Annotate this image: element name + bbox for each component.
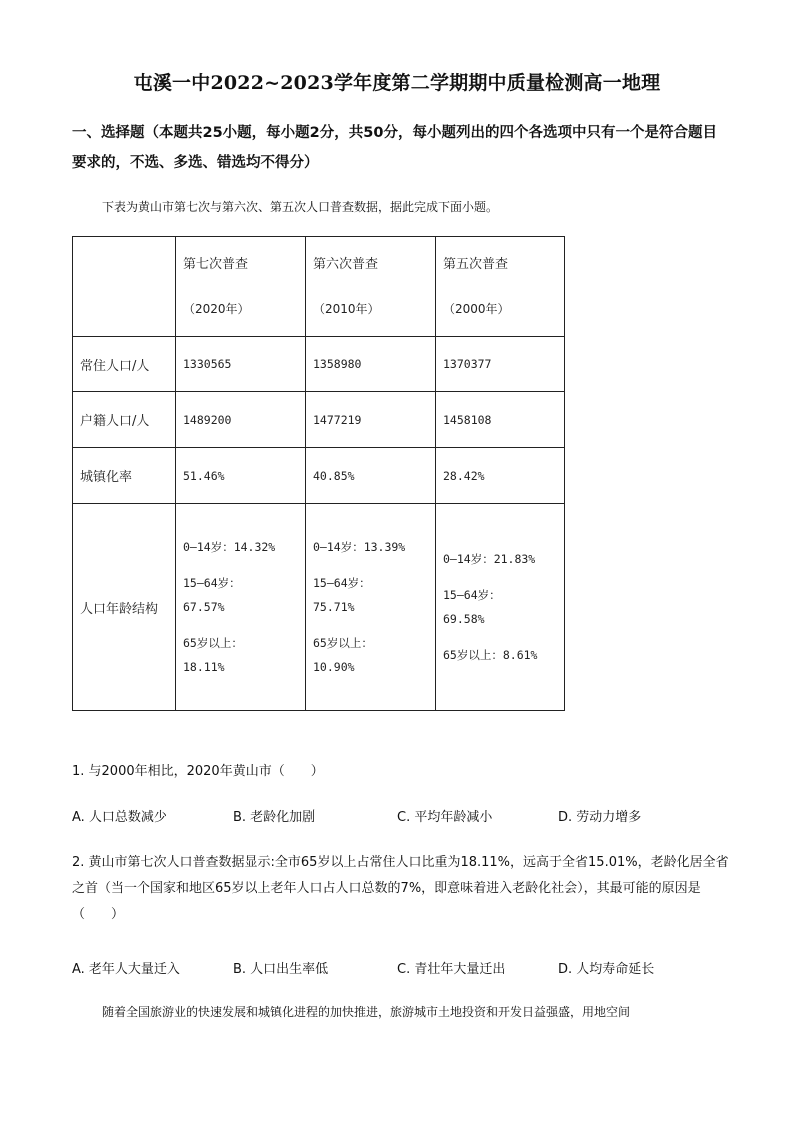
header-year: （2010年） — [313, 301, 380, 316]
table-cell: 40.85% — [306, 448, 436, 504]
option-b[interactable]: B. 老龄化加剧 — [233, 810, 316, 825]
age-cell — [176, 504, 306, 711]
row-label: 户籍人口/人 — [73, 392, 176, 448]
row-label: 城镇化率 — [73, 448, 176, 504]
table-cell: 1489200 — [176, 392, 306, 448]
header-cell — [306, 237, 436, 337]
question-2-options — [72, 958, 732, 978]
age-15-64-value: 69.58% — [443, 612, 485, 626]
age-65-value: 10.90% — [313, 660, 355, 674]
option-a[interactable]: A. 人口总数减少 — [72, 810, 167, 825]
option-b[interactable]: B. 人口出生率低 — [233, 962, 329, 977]
table-cell: 1370377 — [436, 337, 565, 392]
reading-passage: 随着全国旅游业的快速发展和城镇化进程的加快推进，旅游城市土地投资和开发日益强盛，用地空间 — [102, 1005, 631, 1019]
age-15-64-value: 75.71% — [313, 600, 355, 614]
age-0-14: 0—14岁：14.32% — [183, 540, 276, 554]
header-year: （2020年） — [183, 301, 250, 316]
table-cell: 1358980 — [306, 337, 436, 392]
age-15-64-label: 15—64岁： — [443, 588, 501, 602]
age-65-label: 65岁以上： — [183, 636, 243, 650]
age-cell — [436, 504, 565, 711]
age-15-64-label: 15—64岁： — [183, 576, 241, 590]
question-2-stem: 2. 黄山市第七次人口普查数据显示:全市65岁以上占常住人口比重为18.11%，远高于全省15.01%，老龄化居全省之首（当一个国家和地区65岁以上老年人口占人口总数的7%，即意味着进入老龄化社会），其最可能的原因是（ ） — [72, 855, 729, 922]
row-label: 人口年龄结构 — [73, 504, 176, 711]
header-cell — [436, 237, 565, 337]
table-cell: 1330565 — [176, 337, 306, 392]
table-cell: 1477219 — [306, 392, 436, 448]
header-empty-cell — [73, 237, 176, 337]
option-d[interactable]: D. 人均寿命延长 — [558, 962, 655, 977]
question-1-stem: 1. 与2000年相比，2020年黄山市（ ） — [72, 764, 324, 779]
header-name: 第六次普查 — [313, 256, 379, 272]
table-cell: 28.42% — [436, 448, 565, 504]
table-intro: 下表为黄山市第七次与第六次、第五次人口普查数据，据此完成下面小题。 — [102, 200, 499, 214]
age-15-64-label: 15—64岁： — [313, 576, 371, 590]
header-cell — [176, 237, 306, 337]
table-cell: 1458108 — [436, 392, 565, 448]
age-0-14: 0—14岁：21.83% — [443, 552, 536, 566]
row-label: 常住人口/人 — [73, 337, 176, 392]
option-c[interactable]: C. 平均年龄减小 — [397, 810, 493, 825]
age-65-label: 65岁以上： — [313, 636, 373, 650]
header-year: （2000年） — [443, 301, 510, 316]
table-cell: 51.46% — [176, 448, 306, 504]
option-c[interactable]: C. 青壮年大量迁出 — [397, 962, 506, 977]
table-row — [73, 392, 565, 448]
age-cell — [306, 504, 436, 711]
table-row — [73, 337, 565, 392]
option-d[interactable]: D. 劳动力增多 — [558, 810, 642, 825]
table-header-row — [73, 237, 565, 337]
header-name: 第七次普查 — [183, 256, 249, 272]
page-title: 屯溪一中2022~2023学年度第二学期期中质量检测高一地理 — [133, 72, 661, 94]
header-name: 第五次普查 — [443, 256, 509, 272]
section-heading: 一、选择题（本题共25小题，每小题2分，共50分，每小题列出的四个各选项中只有一个是符合题目要求的，不选、多选、错选均不得分） — [72, 125, 717, 171]
age-65-value: 18.11% — [183, 660, 225, 674]
age-15-64-value: 67.57% — [183, 600, 225, 614]
table-row-age-structure — [73, 504, 565, 711]
census-table — [72, 236, 565, 711]
option-a[interactable]: A. 老年人大量迁入 — [72, 962, 180, 977]
table-row — [73, 448, 565, 504]
age-65: 65岁以上：8.61% — [443, 648, 538, 662]
age-0-14: 0—14岁：13.39% — [313, 540, 406, 554]
question-1-options — [72, 806, 732, 826]
